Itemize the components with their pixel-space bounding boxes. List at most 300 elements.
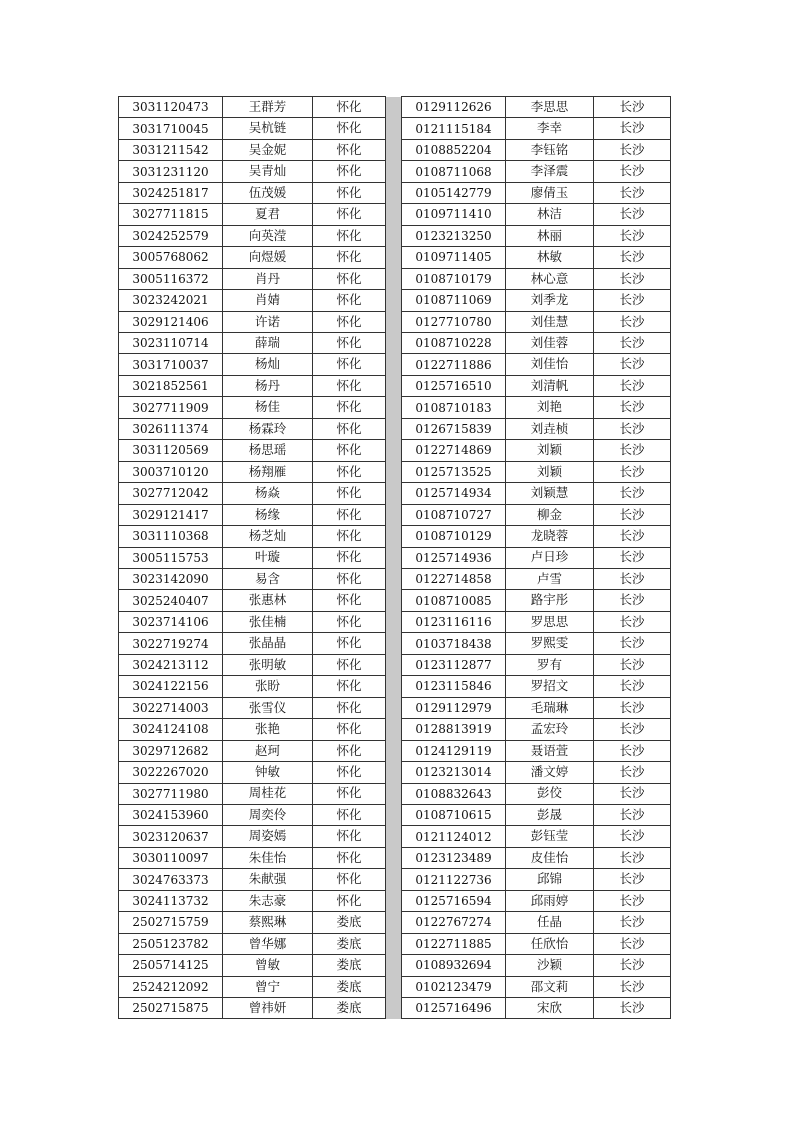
right-name-cell: 彭晟 <box>506 804 594 825</box>
table-row <box>119 418 671 439</box>
right-id-cell: 0109711410 <box>402 204 506 225</box>
left-region-cell: 娄底 <box>313 912 386 933</box>
right-id-cell: 0108710129 <box>402 526 506 547</box>
column-divider <box>386 204 402 225</box>
table-row <box>119 633 671 654</box>
left-name-cell: 周桂花 <box>223 783 313 804</box>
left-region-cell: 怀化 <box>313 547 386 568</box>
left-id-cell: 3005115753 <box>119 547 223 568</box>
right-region-cell: 长沙 <box>594 97 671 118</box>
left-name-cell: 杨丹 <box>223 375 313 396</box>
right-region-cell: 长沙 <box>594 826 671 847</box>
right-id-cell: 0125716510 <box>402 375 506 396</box>
right-id-cell: 0109711405 <box>402 247 506 268</box>
left-name-cell: 曾祎妍 <box>223 998 313 1019</box>
right-id-cell: 0129112979 <box>402 697 506 718</box>
table-row <box>119 783 671 804</box>
right-region-cell: 长沙 <box>594 354 671 375</box>
left-id-cell: 3025240407 <box>119 590 223 611</box>
right-region-cell: 长沙 <box>594 268 671 289</box>
column-divider <box>386 611 402 632</box>
right-id-cell: 0123213250 <box>402 225 506 246</box>
left-name-cell: 钟敏 <box>223 762 313 783</box>
left-name-cell: 张盼 <box>223 676 313 697</box>
column-divider <box>386 804 402 825</box>
left-region-cell: 怀化 <box>313 354 386 375</box>
left-region-cell: 怀化 <box>313 182 386 203</box>
left-id-cell: 3021852561 <box>119 375 223 396</box>
left-id-cell: 3024153960 <box>119 804 223 825</box>
left-region-cell: 娄底 <box>313 998 386 1019</box>
right-name-cell: 彭佼 <box>506 783 594 804</box>
right-region-cell: 长沙 <box>594 783 671 804</box>
left-id-cell: 3022714003 <box>119 697 223 718</box>
right-name-cell: 刘佳慧 <box>506 311 594 332</box>
right-name-cell: 刘垚桢 <box>506 418 594 439</box>
left-region-cell: 怀化 <box>313 461 386 482</box>
table-row <box>119 397 671 418</box>
right-region-cell: 长沙 <box>594 397 671 418</box>
right-id-cell: 0121115184 <box>402 118 506 139</box>
table-row <box>119 762 671 783</box>
right-name-cell: 罗招文 <box>506 676 594 697</box>
right-id-cell: 0108711068 <box>402 161 506 182</box>
right-name-cell: 刘颖 <box>506 461 594 482</box>
column-divider <box>386 311 402 332</box>
right-id-cell: 0121122736 <box>402 869 506 890</box>
table-row <box>119 440 671 461</box>
column-divider <box>386 182 402 203</box>
left-region-cell: 怀化 <box>313 504 386 525</box>
left-name-cell: 周奕伶 <box>223 804 313 825</box>
right-id-cell: 0122714858 <box>402 568 506 589</box>
right-name-cell: 邵文莉 <box>506 976 594 997</box>
left-region-cell: 怀化 <box>313 740 386 761</box>
right-name-cell: 林洁 <box>506 204 594 225</box>
table-row <box>119 933 671 954</box>
left-region-cell: 怀化 <box>313 418 386 439</box>
left-region-cell: 怀化 <box>313 247 386 268</box>
left-id-cell: 3027712042 <box>119 483 223 504</box>
right-region-cell: 长沙 <box>594 654 671 675</box>
left-id-cell: 3030110097 <box>119 847 223 868</box>
table-row <box>119 568 671 589</box>
table-row <box>119 912 671 933</box>
right-name-cell: 罗熙雯 <box>506 633 594 654</box>
left-name-cell: 杨佳 <box>223 397 313 418</box>
right-id-cell: 0123112877 <box>402 654 506 675</box>
table-row <box>119 826 671 847</box>
right-id-cell: 0125714936 <box>402 547 506 568</box>
table-row <box>119 225 671 246</box>
right-id-cell: 0125716594 <box>402 890 506 911</box>
column-divider <box>386 719 402 740</box>
column-divider <box>386 568 402 589</box>
left-region-cell: 怀化 <box>313 847 386 868</box>
right-name-cell: 任欣怡 <box>506 933 594 954</box>
right-id-cell: 0124129119 <box>402 740 506 761</box>
column-divider <box>386 118 402 139</box>
table-row <box>119 590 671 611</box>
right-region-cell: 长沙 <box>594 611 671 632</box>
column-divider <box>386 847 402 868</box>
left-name-cell: 张艳 <box>223 719 313 740</box>
right-id-cell: 0125714934 <box>402 483 506 504</box>
left-name-cell: 杨焱 <box>223 483 313 504</box>
right-id-cell: 0108832643 <box>402 783 506 804</box>
table-row <box>119 676 671 697</box>
right-region-cell: 长沙 <box>594 719 671 740</box>
table-row <box>119 118 671 139</box>
table-row <box>119 97 671 118</box>
right-name-cell: 刘佳怡 <box>506 354 594 375</box>
right-name-cell: 宋欣 <box>506 998 594 1019</box>
left-id-cell: 3031710037 <box>119 354 223 375</box>
left-name-cell: 杨翔雁 <box>223 461 313 482</box>
column-divider <box>386 697 402 718</box>
right-id-cell: 0123123489 <box>402 847 506 868</box>
left-name-cell: 杨霖玲 <box>223 418 313 439</box>
right-region-cell: 长沙 <box>594 590 671 611</box>
right-name-cell: 聂语萱 <box>506 740 594 761</box>
column-divider <box>386 461 402 482</box>
table-row <box>119 847 671 868</box>
left-name-cell: 曾敏 <box>223 955 313 976</box>
left-region-cell: 怀化 <box>313 290 386 311</box>
left-name-cell: 杨灿 <box>223 354 313 375</box>
column-divider <box>386 933 402 954</box>
left-name-cell: 赵珂 <box>223 740 313 761</box>
left-region-cell: 怀化 <box>313 890 386 911</box>
table-row <box>119 804 671 825</box>
left-id-cell: 3031231120 <box>119 161 223 182</box>
left-name-cell: 朱佳怡 <box>223 847 313 868</box>
right-id-cell: 0122711886 <box>402 354 506 375</box>
right-id-cell: 0128813919 <box>402 719 506 740</box>
left-id-cell: 3024252579 <box>119 225 223 246</box>
left-id-cell: 3031110368 <box>119 526 223 547</box>
right-region-cell: 长沙 <box>594 762 671 783</box>
right-id-cell: 0108711069 <box>402 290 506 311</box>
right-region-cell: 长沙 <box>594 804 671 825</box>
left-region-cell: 怀化 <box>313 332 386 353</box>
left-region-cell: 怀化 <box>313 161 386 182</box>
table-row <box>119 697 671 718</box>
left-name-cell: 向煜媛 <box>223 247 313 268</box>
column-divider <box>386 633 402 654</box>
left-name-cell: 肖婧 <box>223 290 313 311</box>
left-region-cell: 怀化 <box>313 611 386 632</box>
left-region-cell: 怀化 <box>313 483 386 504</box>
left-id-cell: 2524212092 <box>119 976 223 997</box>
right-region-cell: 长沙 <box>594 933 671 954</box>
table-row <box>119 976 671 997</box>
roster-table <box>118 96 671 1019</box>
right-id-cell: 0123213014 <box>402 762 506 783</box>
left-region-cell: 怀化 <box>313 268 386 289</box>
left-region-cell: 怀化 <box>313 139 386 160</box>
column-divider <box>386 976 402 997</box>
right-region-cell: 长沙 <box>594 955 671 976</box>
column-divider <box>386 654 402 675</box>
column-divider <box>386 504 402 525</box>
table-row <box>119 654 671 675</box>
left-id-cell: 3031120569 <box>119 440 223 461</box>
left-name-cell: 吴金妮 <box>223 139 313 160</box>
table-row <box>119 504 671 525</box>
left-id-cell: 3024122156 <box>119 676 223 697</box>
table-row <box>119 740 671 761</box>
right-id-cell: 0108710179 <box>402 268 506 289</box>
left-id-cell: 3005116372 <box>119 268 223 289</box>
left-region-cell: 怀化 <box>313 697 386 718</box>
right-name-cell: 李幸 <box>506 118 594 139</box>
left-id-cell: 3023142090 <box>119 568 223 589</box>
left-name-cell: 吴青灿 <box>223 161 313 182</box>
left-id-cell: 3026111374 <box>119 418 223 439</box>
column-divider <box>386 547 402 568</box>
right-region-cell: 长沙 <box>594 568 671 589</box>
right-name-cell: 卢雪 <box>506 568 594 589</box>
left-name-cell: 张雪仪 <box>223 697 313 718</box>
left-region-cell: 怀化 <box>313 804 386 825</box>
column-divider <box>386 332 402 353</box>
left-name-cell: 杨缘 <box>223 504 313 525</box>
left-region-cell: 怀化 <box>313 440 386 461</box>
column-divider <box>386 440 402 461</box>
left-name-cell: 蔡熙琳 <box>223 912 313 933</box>
right-name-cell: 孟宏玲 <box>506 719 594 740</box>
column-divider <box>386 912 402 933</box>
right-id-cell: 0108852204 <box>402 139 506 160</box>
table-row <box>119 547 671 568</box>
right-region-cell: 长沙 <box>594 461 671 482</box>
left-region-cell: 怀化 <box>313 633 386 654</box>
left-id-cell: 3024213112 <box>119 654 223 675</box>
right-name-cell: 罗有 <box>506 654 594 675</box>
column-divider <box>386 225 402 246</box>
right-region-cell: 长沙 <box>594 740 671 761</box>
right-region-cell: 长沙 <box>594 847 671 868</box>
right-id-cell: 0125713525 <box>402 461 506 482</box>
right-id-cell: 0102123479 <box>402 976 506 997</box>
right-name-cell: 沙颖 <box>506 955 594 976</box>
right-name-cell: 任晶 <box>506 912 594 933</box>
right-id-cell: 0108710615 <box>402 804 506 825</box>
table-row <box>119 311 671 332</box>
left-name-cell: 张惠林 <box>223 590 313 611</box>
left-id-cell: 3027711909 <box>119 397 223 418</box>
table-row <box>119 955 671 976</box>
left-region-cell: 怀化 <box>313 869 386 890</box>
right-region-cell: 长沙 <box>594 697 671 718</box>
right-name-cell: 邱雨婷 <box>506 890 594 911</box>
right-name-cell: 李钰铭 <box>506 139 594 160</box>
right-id-cell: 0103718438 <box>402 633 506 654</box>
right-id-cell: 0125716496 <box>402 998 506 1019</box>
left-region-cell: 怀化 <box>313 526 386 547</box>
left-name-cell: 张明敏 <box>223 654 313 675</box>
column-divider <box>386 783 402 804</box>
right-region-cell: 长沙 <box>594 869 671 890</box>
table-row <box>119 869 671 890</box>
right-name-cell: 毛瑞琳 <box>506 697 594 718</box>
right-name-cell: 龙晓蓉 <box>506 526 594 547</box>
left-id-cell: 3027711815 <box>119 204 223 225</box>
left-id-cell: 2502715759 <box>119 912 223 933</box>
right-region-cell: 长沙 <box>594 440 671 461</box>
table-row <box>119 375 671 396</box>
column-divider <box>386 139 402 160</box>
right-id-cell: 0105142779 <box>402 182 506 203</box>
column-divider <box>386 161 402 182</box>
right-name-cell: 皮佳怡 <box>506 847 594 868</box>
right-name-cell: 彭钰莹 <box>506 826 594 847</box>
table-row <box>119 354 671 375</box>
column-divider <box>386 590 402 611</box>
left-name-cell: 张佳楠 <box>223 611 313 632</box>
right-region-cell: 长沙 <box>594 311 671 332</box>
left-region-cell: 怀化 <box>313 375 386 396</box>
left-region-cell: 怀化 <box>313 204 386 225</box>
left-id-cell: 3031710045 <box>119 118 223 139</box>
left-name-cell: 叶璇 <box>223 547 313 568</box>
left-region-cell: 怀化 <box>313 783 386 804</box>
right-id-cell: 0108710183 <box>402 397 506 418</box>
right-name-cell: 林丽 <box>506 225 594 246</box>
left-id-cell: 3024124108 <box>119 719 223 740</box>
left-id-cell: 3029712682 <box>119 740 223 761</box>
left-region-cell: 怀化 <box>313 225 386 246</box>
left-name-cell: 杨思瑶 <box>223 440 313 461</box>
left-name-cell: 曾宁 <box>223 976 313 997</box>
right-name-cell: 刘颖 <box>506 440 594 461</box>
left-name-cell: 张晶晶 <box>223 633 313 654</box>
right-region-cell: 长沙 <box>594 247 671 268</box>
right-region-cell: 长沙 <box>594 976 671 997</box>
table-row <box>119 247 671 268</box>
column-divider <box>386 397 402 418</box>
left-name-cell: 曾华娜 <box>223 933 313 954</box>
column-divider <box>386 268 402 289</box>
left-region-cell: 怀化 <box>313 654 386 675</box>
left-name-cell: 朱献强 <box>223 869 313 890</box>
left-id-cell: 3029121406 <box>119 311 223 332</box>
left-region-cell: 怀化 <box>313 568 386 589</box>
right-name-cell: 廖倩玉 <box>506 182 594 203</box>
right-id-cell: 0123115846 <box>402 676 506 697</box>
column-divider <box>386 998 402 1019</box>
left-id-cell: 3024763373 <box>119 869 223 890</box>
left-name-cell: 向英滢 <box>223 225 313 246</box>
right-region-cell: 长沙 <box>594 912 671 933</box>
right-name-cell: 刘季龙 <box>506 290 594 311</box>
left-name-cell: 肖丹 <box>223 268 313 289</box>
left-id-cell: 3005768062 <box>119 247 223 268</box>
column-divider <box>386 955 402 976</box>
left-region-cell: 怀化 <box>313 397 386 418</box>
right-id-cell: 0122767274 <box>402 912 506 933</box>
right-name-cell: 卢日珍 <box>506 547 594 568</box>
left-id-cell: 2502715875 <box>119 998 223 1019</box>
right-name-cell: 柳金 <box>506 504 594 525</box>
table-row <box>119 268 671 289</box>
right-region-cell: 长沙 <box>594 526 671 547</box>
left-region-cell: 娄底 <box>313 976 386 997</box>
table-row <box>119 204 671 225</box>
right-id-cell: 0108710085 <box>402 590 506 611</box>
column-divider <box>386 290 402 311</box>
right-name-cell: 刘佳蓉 <box>506 332 594 353</box>
right-id-cell: 0127710780 <box>402 311 506 332</box>
table-row <box>119 332 671 353</box>
left-id-cell: 3031211542 <box>119 139 223 160</box>
column-divider <box>386 890 402 911</box>
left-region-cell: 娄底 <box>313 955 386 976</box>
left-region-cell: 怀化 <box>313 676 386 697</box>
left-name-cell: 王群芳 <box>223 97 313 118</box>
left-id-cell: 3022267020 <box>119 762 223 783</box>
left-id-cell: 3024113732 <box>119 890 223 911</box>
left-name-cell: 朱志豪 <box>223 890 313 911</box>
left-region-cell: 怀化 <box>313 97 386 118</box>
left-region-cell: 娄底 <box>313 933 386 954</box>
table-row <box>119 290 671 311</box>
right-region-cell: 长沙 <box>594 547 671 568</box>
right-id-cell: 0121124012 <box>402 826 506 847</box>
right-name-cell: 林心意 <box>506 268 594 289</box>
right-name-cell: 刘清帆 <box>506 375 594 396</box>
right-region-cell: 长沙 <box>594 182 671 203</box>
left-region-cell: 怀化 <box>313 826 386 847</box>
left-id-cell: 3031120473 <box>119 97 223 118</box>
right-id-cell: 0129112626 <box>402 97 506 118</box>
left-name-cell: 许诺 <box>223 311 313 332</box>
right-region-cell: 长沙 <box>594 204 671 225</box>
right-id-cell: 0108710727 <box>402 504 506 525</box>
left-region-cell: 怀化 <box>313 118 386 139</box>
column-divider <box>386 869 402 890</box>
table-row <box>119 483 671 504</box>
right-id-cell: 0108932694 <box>402 955 506 976</box>
right-region-cell: 长沙 <box>594 375 671 396</box>
right-id-cell: 0123116116 <box>402 611 506 632</box>
left-name-cell: 伍茂媛 <box>223 182 313 203</box>
table-row <box>119 611 671 632</box>
right-region-cell: 长沙 <box>594 504 671 525</box>
right-region-cell: 长沙 <box>594 998 671 1019</box>
right-name-cell: 李思思 <box>506 97 594 118</box>
left-id-cell: 3023110714 <box>119 332 223 353</box>
column-divider <box>386 375 402 396</box>
left-region-cell: 怀化 <box>313 311 386 332</box>
right-name-cell: 林敏 <box>506 247 594 268</box>
right-id-cell: 0122714869 <box>402 440 506 461</box>
left-id-cell: 2505123782 <box>119 933 223 954</box>
column-divider <box>386 354 402 375</box>
table-row <box>119 182 671 203</box>
right-id-cell: 0108710228 <box>402 332 506 353</box>
left-name-cell: 杨芝灿 <box>223 526 313 547</box>
column-divider <box>386 762 402 783</box>
left-id-cell: 3023120637 <box>119 826 223 847</box>
roster-body <box>119 97 671 1019</box>
column-divider <box>386 826 402 847</box>
right-name-cell: 李泽震 <box>506 161 594 182</box>
column-divider <box>386 676 402 697</box>
column-divider <box>386 526 402 547</box>
column-divider <box>386 247 402 268</box>
